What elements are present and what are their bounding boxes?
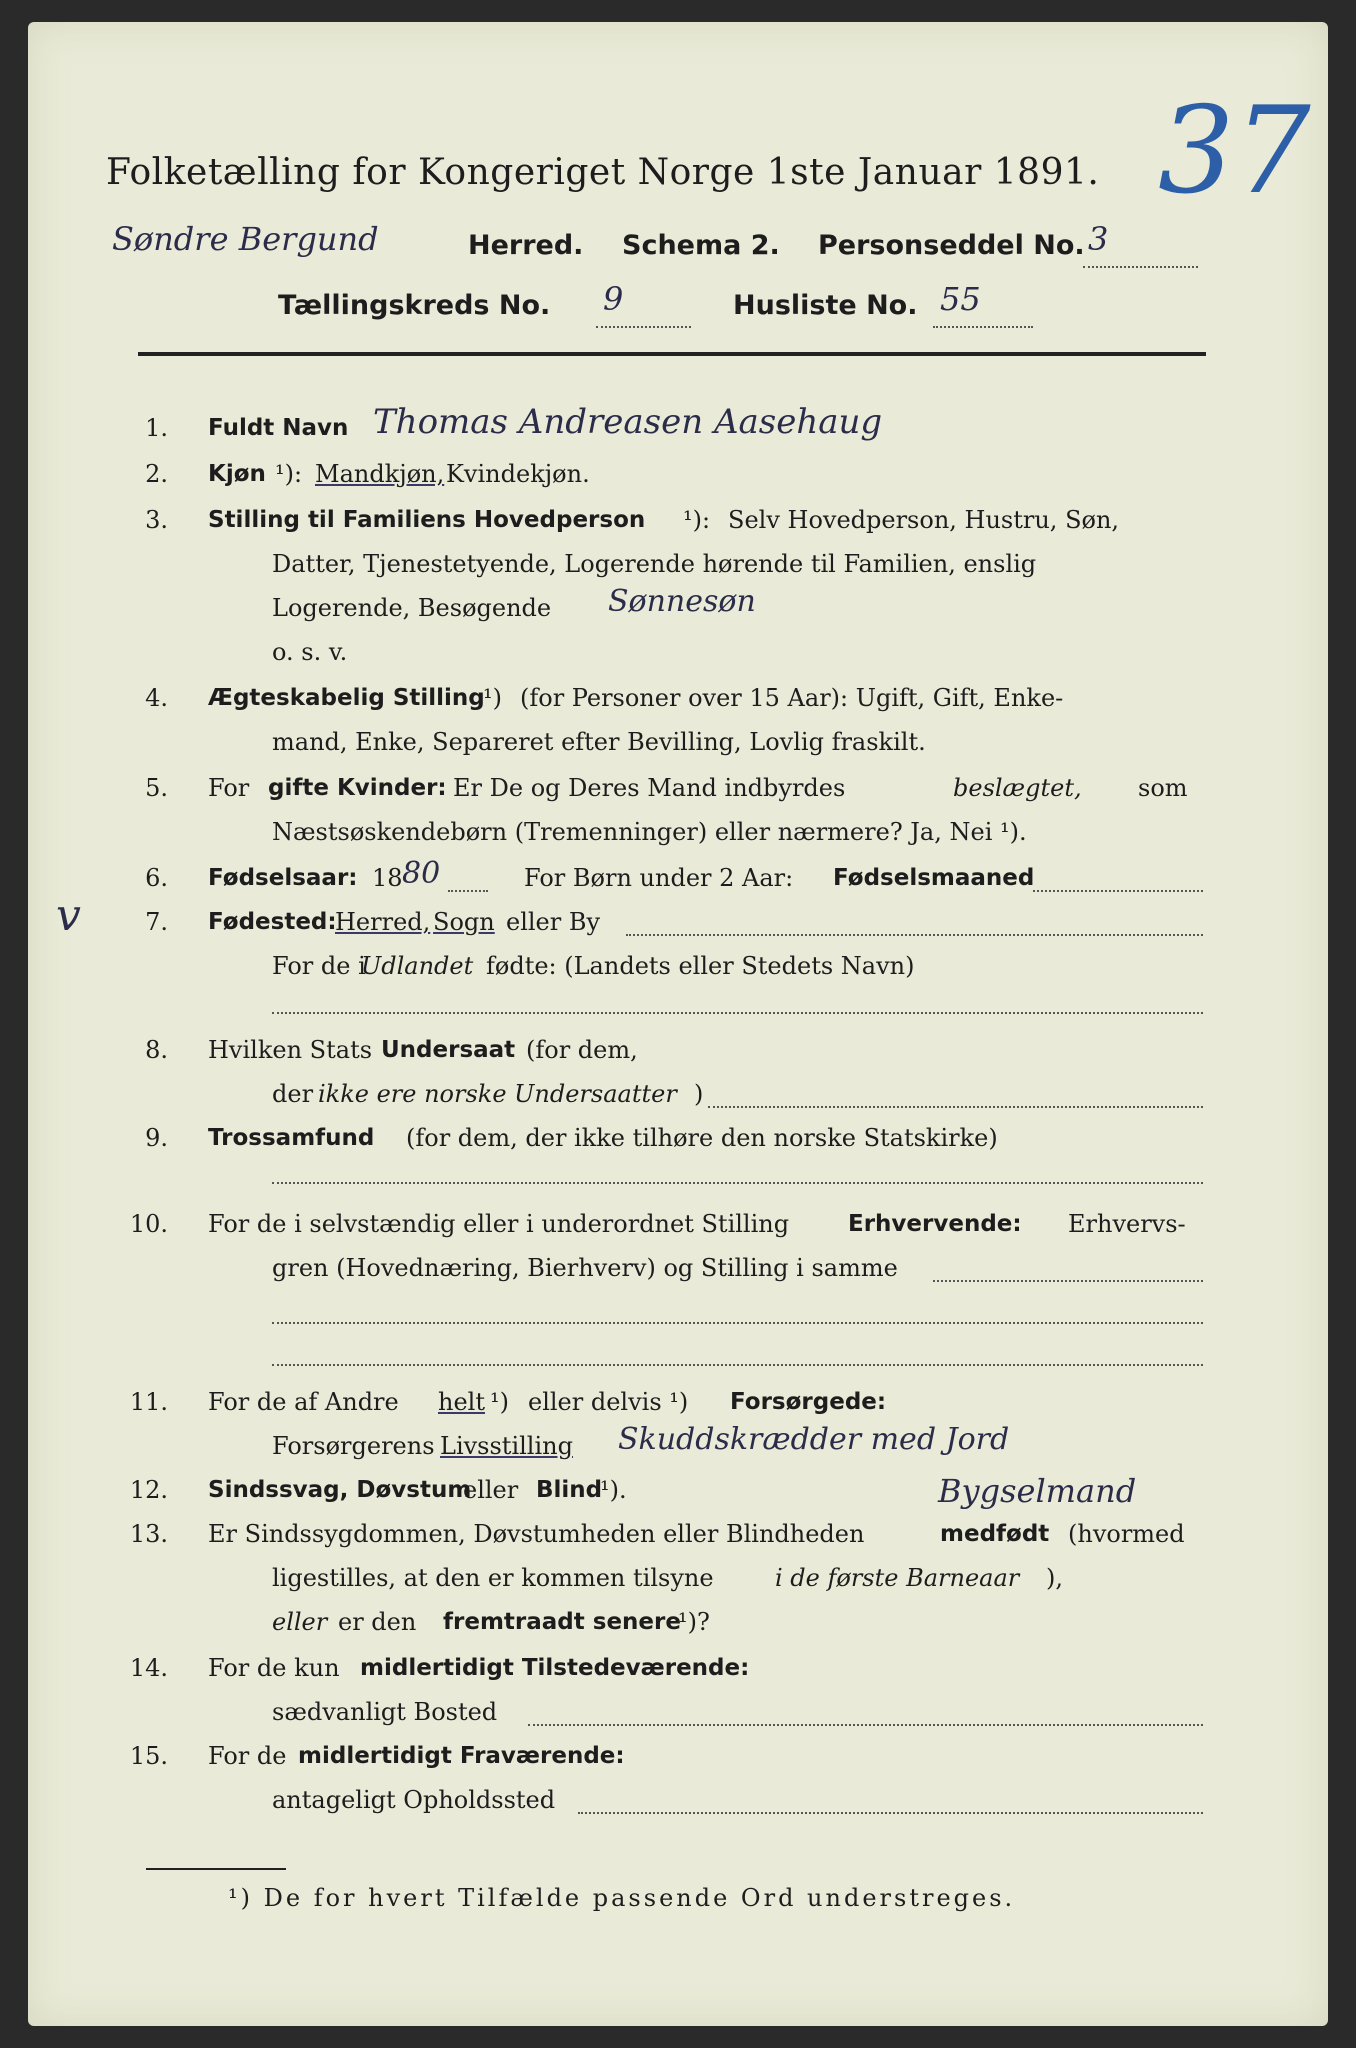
q7-line2b: fødte: (Landets eller Stedets Navn) bbox=[486, 952, 915, 980]
q14-line2: sædvanligt Bosted bbox=[272, 1698, 498, 1726]
census-form-page bbox=[28, 22, 1328, 2026]
q11-number: 11. bbox=[129, 1388, 168, 1416]
q7-dots bbox=[626, 934, 1203, 936]
q4-label: Ægteskabelig Stilling bbox=[208, 685, 485, 711]
q9-dots bbox=[272, 1182, 1203, 1184]
q15-line2: antageligt Opholdssted bbox=[272, 1786, 556, 1814]
q14-number: 14. bbox=[129, 1654, 168, 1682]
q11-livsstilling: Livsstilling bbox=[440, 1432, 573, 1460]
q13-line3i: eller bbox=[272, 1608, 328, 1636]
q5-italic: beslægtet, bbox=[953, 774, 1082, 802]
q6-mid: For Børn under 2 Aar: bbox=[524, 864, 794, 892]
q10-line1b: Erhvervs- bbox=[1068, 1210, 1186, 1238]
q11-mid: eller delvis ¹) bbox=[528, 1388, 689, 1416]
footnote: ¹) De for hvert Tilfælde passende Ord understreges. bbox=[228, 1884, 1016, 1912]
q12-label: Sindssvag, Døvstum bbox=[208, 1477, 472, 1503]
q12-label2: Blind bbox=[536, 1477, 603, 1503]
personseddel-number: 3 bbox=[1088, 220, 1109, 258]
q15-number: 15. bbox=[129, 1742, 168, 1770]
q5-line1: Er De og Deres Mand indbyrdes bbox=[453, 774, 846, 802]
husliste-dots bbox=[933, 326, 1033, 328]
husliste-label: Husliste No. bbox=[733, 290, 918, 321]
q9-line1: (for dem, der ikke tilhøre den norske Statskirke) bbox=[406, 1124, 998, 1152]
q5-label: gifte Kvinder: bbox=[268, 775, 447, 801]
q10-label: Erhvervende: bbox=[848, 1211, 1022, 1237]
q5-pre: For bbox=[208, 774, 250, 802]
q2-option-female: Kvindekjøn. bbox=[446, 460, 590, 488]
q1-label: Fuldt Navn bbox=[208, 415, 349, 441]
q10-dots1 bbox=[933, 1280, 1203, 1282]
q3-line1: Selv Hovedperson, Hustru, Søn, bbox=[728, 506, 1120, 534]
q9-label: Trossamfund bbox=[208, 1125, 375, 1151]
q8-line1a: Hvilken Stats bbox=[208, 1036, 373, 1064]
q8-number: 8. bbox=[145, 1036, 168, 1064]
q13-line3c: ¹)? bbox=[678, 1608, 710, 1636]
q7-option-sogn: Sogn bbox=[433, 908, 495, 936]
q6-label: Fødselsaar: bbox=[208, 865, 358, 891]
q13-number: 13. bbox=[129, 1520, 168, 1548]
q10-line2: gren (Hovednæring, Bierhverv) og Stilling i samme bbox=[272, 1254, 898, 1282]
q4-line2: mand, Enke, Separeret efter Bevilling, Lovlig fraskilt. bbox=[272, 728, 926, 756]
q11-sup: ¹) bbox=[490, 1388, 509, 1416]
q11-pre: For de af Andre bbox=[208, 1388, 399, 1416]
q8-dots bbox=[708, 1106, 1203, 1108]
q5-tail: som bbox=[1138, 774, 1188, 802]
taellingskreds-number: 9 bbox=[603, 280, 624, 318]
q13-line3a: er den bbox=[338, 1608, 417, 1636]
q11-provider-value: Skuddskrædder med Jord bbox=[618, 1422, 1010, 1457]
q8-label: Undersaat bbox=[381, 1037, 516, 1063]
q8-line1b: (for dem, bbox=[526, 1036, 638, 1064]
q12-mid: eller bbox=[463, 1476, 519, 1504]
schema-label: Schema 2. bbox=[622, 230, 780, 261]
q8-line2i: ikke ere norske Undersaatter bbox=[318, 1080, 677, 1108]
q12-sup: ¹). bbox=[600, 1476, 627, 1504]
q10-dots3 bbox=[272, 1364, 1203, 1366]
q12-number: 12. bbox=[129, 1476, 168, 1504]
q10-number: 10. bbox=[129, 1210, 168, 1238]
q7-number: 7. bbox=[145, 908, 168, 936]
q4-sup: ¹) bbox=[483, 684, 502, 712]
q14-pre: For de kun bbox=[208, 1654, 340, 1682]
q7-line2a: For de i bbox=[272, 952, 366, 980]
q3-relation-value: Sønnesøn bbox=[608, 584, 756, 619]
q13-label: medfødt bbox=[940, 1521, 1050, 1547]
q7-dots2 bbox=[272, 1012, 1203, 1014]
personseddel-label: Personseddel No. bbox=[818, 230, 1085, 261]
q6-label2: Fødselsmaaned bbox=[833, 865, 1035, 891]
q14-dots bbox=[528, 1724, 1203, 1726]
municipality-handwritten: Søndre Bergund bbox=[112, 220, 379, 258]
q3-label: Stilling til Familiens Hovedperson bbox=[208, 507, 646, 533]
page-number: 37 bbox=[1158, 82, 1311, 221]
q6-year-prefix: 18 bbox=[372, 864, 403, 892]
q1-name-value: Thomas Andreasen Aasehaug bbox=[373, 402, 883, 442]
personseddel-dots bbox=[1083, 266, 1198, 268]
q2-number: 2. bbox=[145, 460, 168, 488]
q3-number: 3. bbox=[145, 506, 168, 534]
q15-dots bbox=[578, 1812, 1203, 1814]
q9-number: 9. bbox=[145, 1124, 168, 1152]
q10-dots2 bbox=[272, 1322, 1203, 1324]
q13-line2b: ), bbox=[1046, 1564, 1063, 1592]
q6-number: 6. bbox=[145, 864, 168, 892]
q4-line1: (for Personer over 15 Aar): Ugift, Gift, Enke- bbox=[520, 684, 1064, 712]
q13-line2a: ligestilles, at den er kommen tilsyne bbox=[272, 1564, 714, 1592]
q2-sup: ¹): bbox=[275, 460, 303, 488]
q6-year-dots bbox=[448, 890, 488, 892]
q13-line2i: i de første Barneaar bbox=[775, 1564, 1020, 1592]
q11-provider-value2: Bygselmand bbox=[938, 1472, 1137, 1510]
taellingskreds-label: Tællingskreds No. bbox=[278, 290, 551, 321]
q7-label: Fødested: bbox=[208, 909, 337, 935]
q15-pre: For de bbox=[208, 1742, 287, 1770]
header-rule bbox=[138, 352, 1206, 356]
herred-label: Herred. bbox=[468, 230, 584, 261]
q2-label: Kjøn bbox=[208, 461, 266, 487]
q13-line1b: (hvormed bbox=[1068, 1520, 1185, 1548]
q6-month-dots bbox=[1033, 890, 1203, 892]
q1-number: 1. bbox=[145, 414, 168, 442]
q5-number: 5. bbox=[145, 774, 168, 802]
q13-line1a: Er Sindssygdommen, Døvstumheden eller Blindheden bbox=[208, 1520, 865, 1548]
footnote-rule bbox=[146, 1868, 286, 1870]
q14-label: midlertidigt Tilstedeværende: bbox=[360, 1655, 750, 1681]
husliste-number: 55 bbox=[940, 280, 981, 318]
q13-line3b: fremtraadt senere bbox=[443, 1609, 681, 1635]
q7-margin-note: v bbox=[56, 890, 81, 941]
q5-line2: Næstsøskendebørn (Tremenninger) eller nærmere? Ja, Nei ¹). bbox=[272, 818, 1027, 846]
q3-sup: ¹): bbox=[683, 506, 711, 534]
q4-number: 4. bbox=[145, 684, 168, 712]
q8-line2b: ) bbox=[694, 1080, 704, 1108]
q11-line2a: Forsørgerens bbox=[272, 1432, 435, 1460]
q11-helt: helt bbox=[438, 1388, 485, 1416]
q7-option-herred: Herred, bbox=[335, 908, 431, 936]
q7-line2i: Udlandet bbox=[361, 952, 474, 980]
form-title: Folketælling for Kongeriget Norge 1ste Januar 1891. bbox=[106, 152, 1100, 193]
q11-label: Forsørgede: bbox=[730, 1389, 887, 1415]
q3-line3: Logerende, Besøgende bbox=[272, 594, 552, 622]
q3-line2: Datter, Tjenestetyende, Logerende hørende til Familien, enslig bbox=[272, 550, 1037, 578]
q6-year-value: 80 bbox=[402, 856, 441, 891]
q7-rest: eller By bbox=[506, 908, 601, 936]
q10-line1a: For de i selvstændig eller i underordnet Stilling bbox=[208, 1210, 790, 1238]
q3-line4: o. s. v. bbox=[272, 638, 348, 666]
taellingskreds-dots bbox=[596, 326, 691, 328]
q15-label: midlertidigt Fraværende: bbox=[298, 1743, 625, 1769]
q8-line2a: der bbox=[272, 1080, 314, 1108]
q2-option-male: Mandkjøn, bbox=[315, 460, 445, 488]
